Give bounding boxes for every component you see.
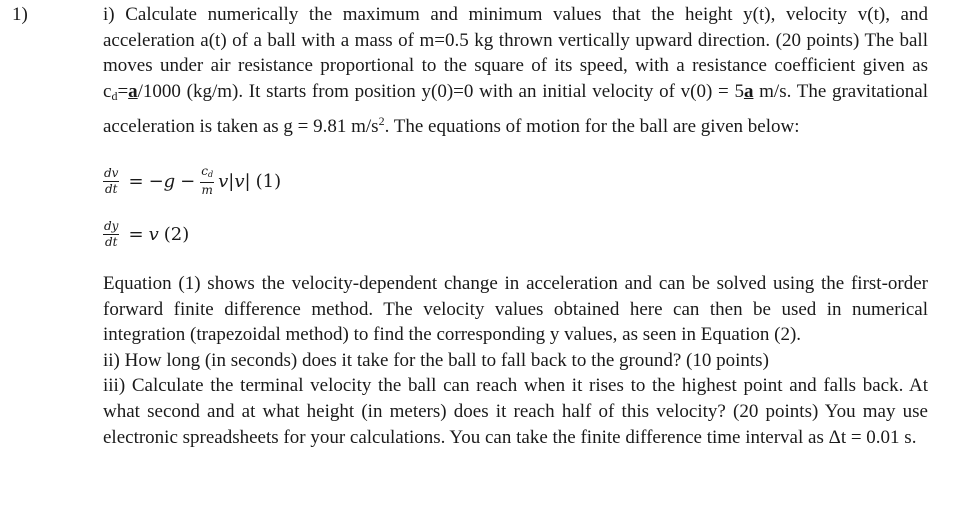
eq1-coef-num: c [201,164,208,178]
eq2-tag: (2) [163,224,190,245]
eq1-rhs-b: v|v| [218,170,251,192]
eq1-minus: − [180,170,196,192]
eq1-lhs-num: dv [104,165,119,180]
eq2-rhs: v [148,224,159,245]
eq2-lhs-den: dt [104,235,118,249]
eq1-coef-sub: d [208,170,214,179]
eq2-equals: = [128,224,144,245]
eq2-lhs-num: dy [104,219,119,233]
part-i-intro-text: i) Calculate numerically the maximum and minimum values that the height y(t), velocity v(t), and acceleration a(t) of a ball with a mass of m=0.5 kg thrown vertically upward direction. (20 points) The ball moves under air resistance proportional to the square of its speed, with a resistance coefficient given as c [103,4,928,102]
question-number: 1) [12,4,28,25]
eq1-coef-fraction [200,165,214,197]
equation-2 [103,220,189,249]
eq1-lhs-fraction [103,167,119,196]
explanation-and-parts [103,271,928,450]
part-i-cont2: m/s. The gravitational acceleration is taken as g = 9.81 m/s [103,80,928,138]
eq1-lhs-den: dt [104,181,118,196]
part-iii-paragraph: iii) Calculate the terminal velocity the ball can reach when it rises to the highest point and falls back. At what second and at what height (in meters) does it reach half of this velocity? (20 points) You may use electronic spreadsheets for your calculations. You can take the finite difference time interval as Δt = 0.01 s. [103,375,928,448]
eq1-equals: = [128,170,144,192]
equation-1 [103,165,281,197]
part-i-paragraph [103,2,928,140]
cd-value-a: a [128,80,138,102]
part-i-cont1: /1000 (kg/m). It starts from position y(0)=0 with an initial velocity of v(0) = 5 [137,80,744,102]
eq1-coef-den: m [201,183,213,197]
cd-subscript: d [111,88,118,103]
eq1-tag: (1) [255,170,282,192]
explanation-paragraph: Equation (1) shows the velocity-dependent change in acceleration and can be solved using the first-order forward finite difference method. The velocity values obtained here can then be used in numerical integration (trapezoidal method) to find the corresponding y values, as seen in Equation (2). [103,273,928,346]
eq1-rhs-a: −g [148,170,176,192]
eq2-lhs-fraction [103,220,119,249]
part-ii-paragraph: ii) How long (in seconds) does it take for the ball to fall back to the ground? (10 points) [103,349,769,371]
cd-value-prefix: = [117,80,129,102]
g-superscript: 2 [378,114,385,129]
v0-value-a: a [743,80,754,102]
part-i-cont3: . The equations of motion for the ball are given below: [384,116,800,138]
